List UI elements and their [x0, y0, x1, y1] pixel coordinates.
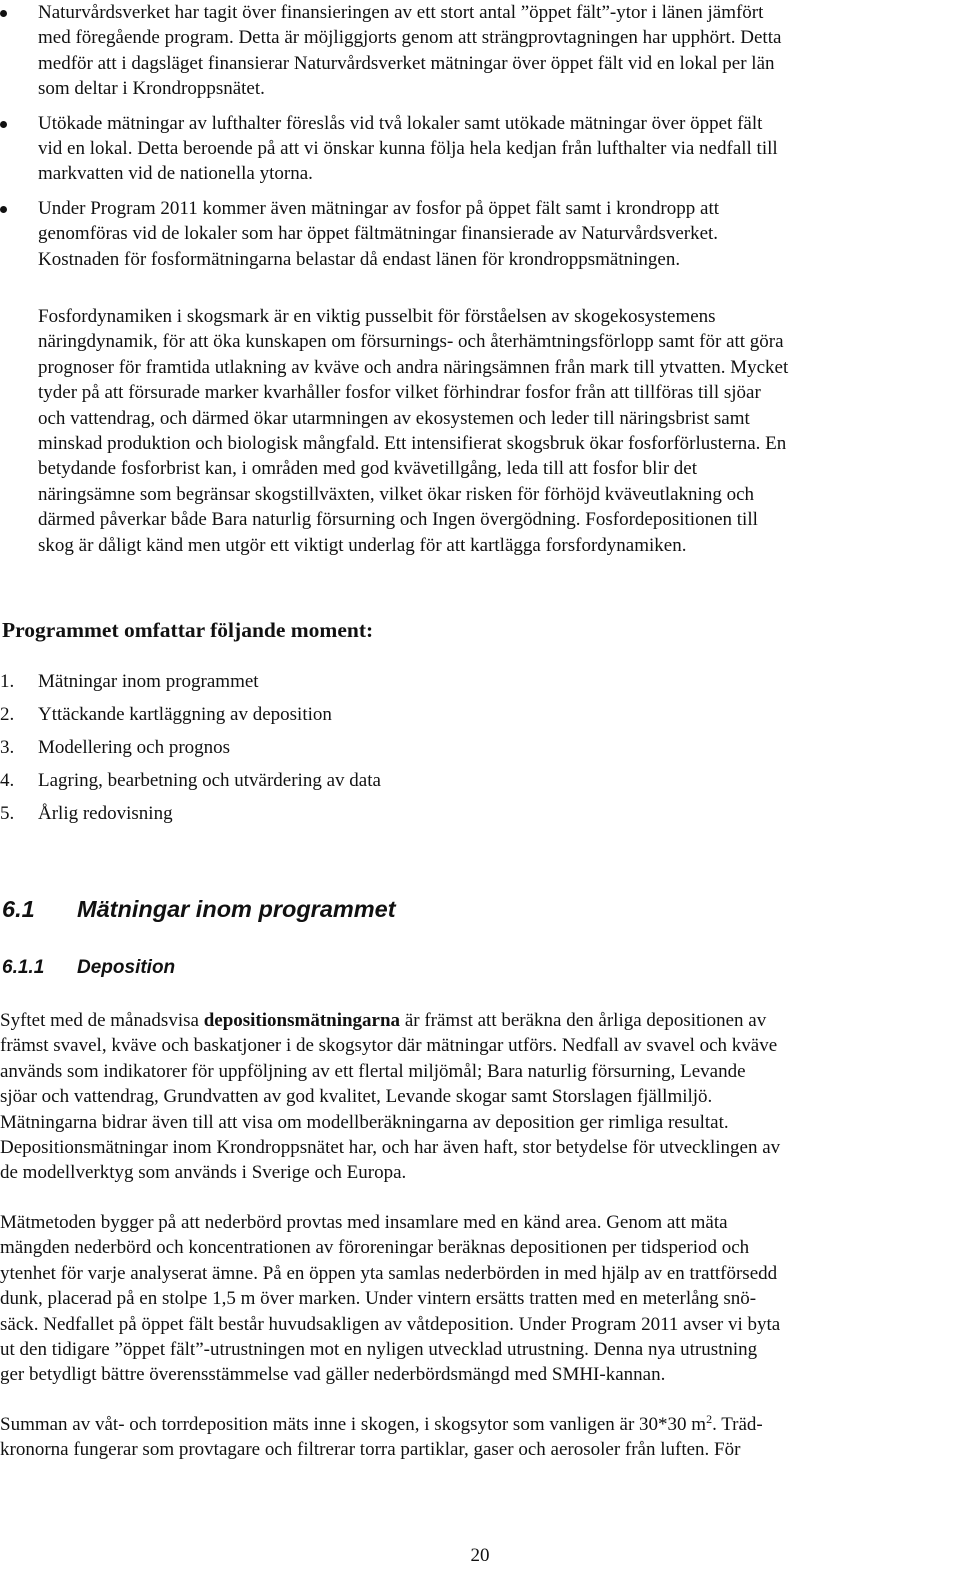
- bullet-dot-icon: [0, 121, 7, 128]
- list-item: [0, 669, 381, 702]
- text-line: därmed påverkar både Bara naturlig försurning och Ingen övergödning. Fosfordepositionen till: [38, 509, 758, 531]
- paragraph-fosfordynamik: [38, 304, 960, 558]
- bullet-line: som deltar i Krondroppsnätet.: [38, 78, 265, 100]
- bullet-line: markvatten vid de nationella ytorna.: [38, 163, 313, 185]
- subsection-heading: [2, 955, 175, 981]
- page-number: 20: [470, 1545, 490, 1566]
- list-item: [0, 801, 381, 834]
- list-item-number: 3.: [0, 737, 15, 758]
- list-item: [0, 735, 381, 768]
- paragraph-matmetod: [0, 1210, 960, 1388]
- text-span: . Träd-: [712, 1414, 763, 1435]
- bullet-line: vid en lokal. Detta beroende på att vi önskar kunna följa hela kedjan från lufthalter via nedfall till: [38, 138, 778, 160]
- bullet-list: [0, 0, 960, 272]
- text-line: [0, 1412, 960, 1437]
- section-heading: [2, 894, 396, 924]
- text-line: ger betydligt bättre överensstämmelse vad gäller nederbördsmängd med SMHI-kannan.: [0, 1364, 666, 1386]
- subsection-number: 6.1.1: [2, 957, 45, 978]
- section-number: 6.1: [2, 896, 35, 922]
- text-span: är främst att beräkna den årliga depositionen av: [400, 1010, 767, 1031]
- bullet-line: Utökade mätningar av lufthalter föreslås vid två lokaler samt utökade mätningar över öppet fält: [38, 112, 763, 134]
- text-line: säck. Nedfallet på öppet fält består huvudsakligen av våtdeposition. Under Program 2011 avser vi byta: [0, 1313, 781, 1335]
- text-line: tyder på att försurade marker kvarhåller fosfor vilket förhindrar fosfor från att tillföras till sjöar: [38, 382, 761, 404]
- text-line: skog är dåligt känd men utgör ett viktigt underlag för att kartlägga forsfordynamiken.: [38, 534, 687, 556]
- bullet-line: medför att i dagsläget finansierar Naturvårdsverket mätningar över öppet fält vid en lokal per län: [38, 52, 775, 74]
- list-item-text: Årlig redovisning: [38, 803, 173, 824]
- subsection-title: Deposition: [77, 957, 176, 978]
- list-item-number: 5.: [0, 803, 15, 824]
- bullet-line: genomföras vid de lokaler som har öppet fältmätningar finansierade av Naturvårdsverket.: [38, 223, 719, 245]
- paragraph-summan: [0, 1412, 960, 1463]
- bold-term: depositionsmätningarna: [203, 1010, 401, 1031]
- list-item-text: Yttäckande kartläggning av deposition: [38, 704, 332, 725]
- text-line: och vattendrag, och därmed ökar utarmningen av ekosystemen och leder till näringsbrist samt: [38, 407, 750, 429]
- list-item-text: Modellering och prognos: [38, 737, 231, 758]
- bullet-dot-icon: [0, 10, 7, 17]
- text-line: Mätningarna bidrar även till att visa om modellberäkningarna av deposition ger rimliga resultat.: [0, 1111, 729, 1133]
- bullet-dot-icon: [0, 206, 7, 213]
- list-item-number: 1.: [0, 671, 15, 692]
- text-line: minskad produktion och biologisk mångfald. Ett intensifierat skogsbruk ökar fosforförlusterna. En: [38, 433, 787, 455]
- text-line: ut den tidigare ”öppet fält”-utrustningen mot en nyligen utvecklad utrustning. Denna nya utrustning: [0, 1339, 758, 1361]
- bullet-line: med föregående program. Detta är möjliggjorts genom att strängprovtagningen har upphört. Detta: [38, 27, 782, 49]
- text-line: dunk, placerad på en stolpe 1,5 m över marken. Under vintern ersätts tratten med en meterlång snö-: [0, 1288, 757, 1310]
- list-item-text: Mätningar inom programmet: [38, 671, 259, 692]
- list-item-text: Lagring, bearbetning och utvärdering av data: [38, 770, 381, 791]
- superscript: 2: [706, 1412, 713, 1426]
- section-title: Mätningar inom programmet: [77, 896, 396, 922]
- text-line: prognoser för framtida utlakning av kväve och andra näringsämnen från mark till ytvatten. Mycket: [38, 356, 789, 378]
- bullet-line: Naturvårdsverket har tagit över finansieringen av ett stort antal ”öppet fält”-ytor i länen jämfört: [38, 2, 764, 23]
- bullet-line: Under Program 2011 kommer även mätningar av fosfor på öppet fält samt i krondropp att: [38, 197, 720, 219]
- program-list: [0, 669, 381, 834]
- bullet-item: [0, 111, 960, 187]
- list-item-number: 4.: [0, 770, 15, 791]
- program-heading: Programmet omfattar följande moment:: [2, 618, 374, 642]
- text-line: främst svavel, kväve och baskatjoner i de skogsytor där mätningar utförs. Nedfall av svavel och kväve: [0, 1035, 778, 1057]
- paragraph-syfte: [0, 1008, 960, 1186]
- bullet-item: [0, 196, 960, 272]
- text-line: [0, 1008, 960, 1033]
- text-line: näringdynamik, för att öka kunskapen om försurnings- och återhämtningsförlopp samt för att göra: [38, 331, 784, 353]
- text-line: ytenhet för varje analyserat ämne. På en öppen yta samlas nederbörden in med hjälp av en trattförsedd: [0, 1262, 778, 1284]
- bullet-line: Kostnaden för fosformätningarna belastar då endast länen för krondroppsmätningen.: [38, 248, 681, 270]
- list-item: [0, 702, 381, 735]
- text-line: används som indikatorer för uppföljning av ett flertal miljömål; Bara naturlig försurning, Levande: [0, 1060, 746, 1082]
- list-item-number: 2.: [0, 704, 15, 725]
- bullet-item: [0, 0, 960, 102]
- text-line: betydande fosforbrist kan, i områden med god kvävetillgång, leda till att fosfor blir det: [38, 458, 698, 480]
- text-line: kronorna fungerar som provtagare och filtrerar torra partiklar, gaser och aerosoler från luften. För: [0, 1439, 741, 1461]
- list-item: [0, 768, 381, 801]
- text-line: Fosfordynamiken i skogsmark är en viktig pusselbit för förståelsen av skogekosystemens: [38, 306, 716, 327]
- text-line: sjöar och vattendrag, Grundvatten av god kvalitet, Levande skogar samt Storslagen fjällmiljö.: [0, 1086, 713, 1108]
- text-line: Depositionsmätningar inom Krondroppsnätet har, och har även haft, stor betydelse för utvecklingen av: [0, 1137, 781, 1159]
- text-line: näringsämne som begränsar skogstillväxten, vilket ökar risken för förhöjd kväveutlakning och: [38, 483, 755, 505]
- text-line: Mätmetoden bygger på att nederbörd provtas med insamlare med en känd area. Genom att mäta: [0, 1212, 728, 1233]
- text-line: mängden nederbörd och koncentrationen av föroreningar beräknas depositionen per tidsperiod och: [0, 1237, 750, 1259]
- text-span: Summan av våt- och torrdeposition mäts inne i skogen, i skogsytor som vanligen är 30*30 m: [0, 1414, 707, 1435]
- text-line: de modellverktyg som används i Sverige och Europa.: [0, 1162, 407, 1184]
- text-span: Syftet med de månadsvisa: [0, 1010, 204, 1031]
